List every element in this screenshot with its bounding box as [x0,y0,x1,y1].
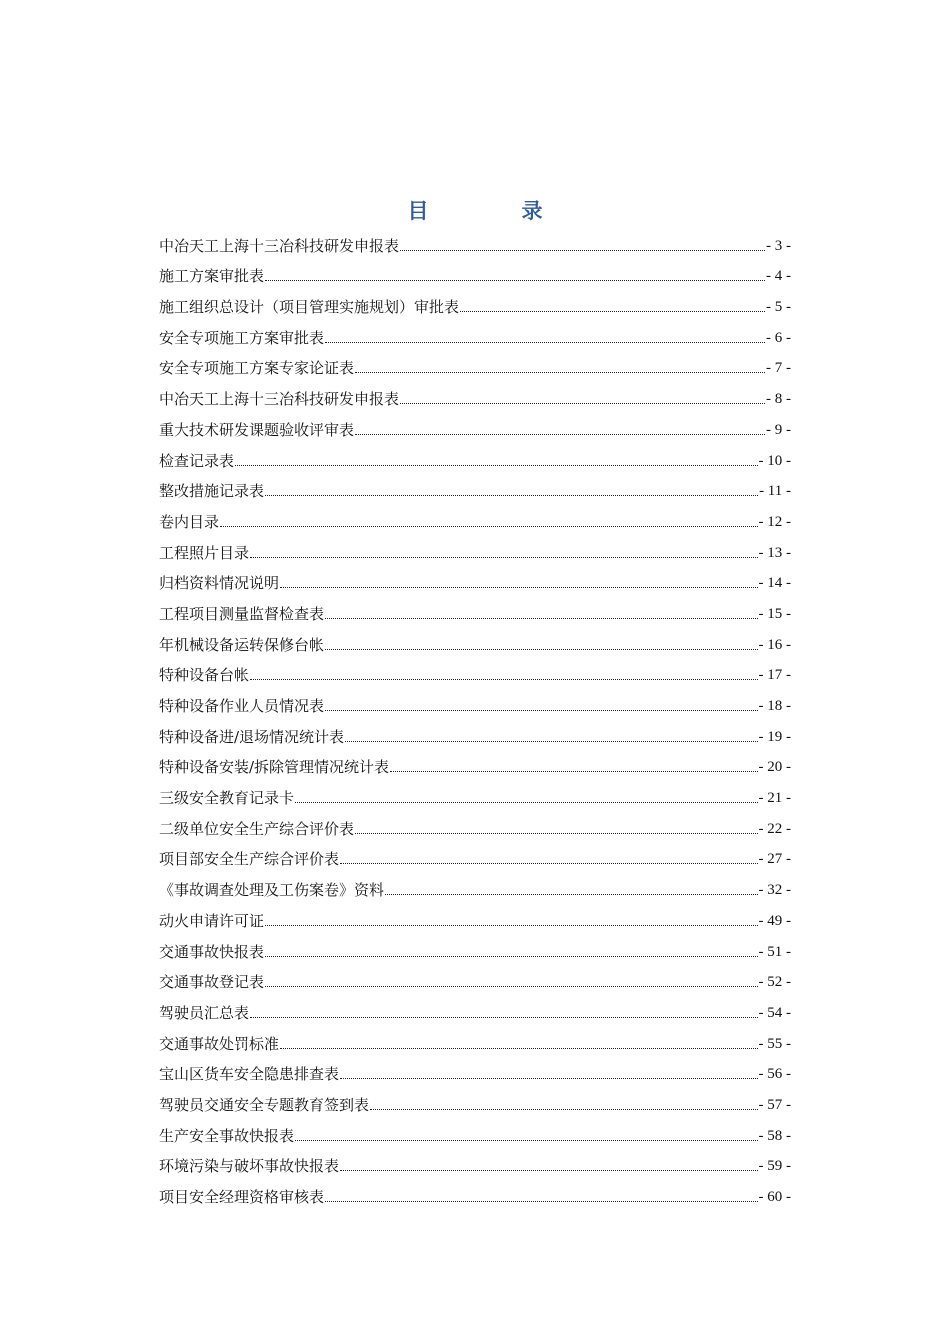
toc-page-number[interactable]: - 27 - [758,851,791,868]
toc-entry[interactable] [159,470,791,501]
dot-leader [265,925,757,926]
toc-entry[interactable] [159,1175,791,1206]
toc-page-number[interactable]: - 7 - [766,360,791,377]
toc-page-number[interactable]: - 22 - [758,820,791,837]
toc-page-number[interactable]: - 32 - [758,882,791,899]
toc-entry-title[interactable]: 安全专项施工方案审批表 [159,328,325,347]
toc-entry[interactable] [159,1053,791,1084]
dot-leader [355,833,757,834]
toc-entry[interactable] [159,285,791,316]
toc-page-number[interactable]: - 4 - [766,268,791,285]
toc-entry[interactable] [159,316,791,347]
toc-entry-title[interactable]: 三级安全教育记录卡 [159,789,295,808]
toc-page-number[interactable]: - 51 - [758,943,791,960]
dot-leader [345,741,757,742]
toc-entry-title[interactable]: 特种设备台帐 [159,666,250,685]
toc-entry[interactable] [159,1083,791,1114]
toc-page-number[interactable]: - 59 - [758,1158,791,1175]
toc-page-number[interactable]: - 57 - [758,1096,791,1113]
dot-leader [295,802,757,803]
dot-leader [325,342,765,343]
toc-entry-title[interactable]: 驾驶员汇总表 [159,1003,250,1022]
dot-leader [390,771,757,772]
dot-leader [265,986,757,987]
toc-list [159,224,791,1206]
toc-entry-title[interactable]: 年机械设备运转保修台帐 [159,635,325,654]
toc-entry[interactable] [159,377,791,408]
toc-entry-title[interactable]: 二级单位安全生产综合评价表 [159,819,355,838]
toc-page-number[interactable]: - 60 - [758,1189,791,1205]
toc-page-number[interactable]: - 58 - [758,1127,791,1144]
dot-leader [460,311,765,312]
toc-entry[interactable] [159,715,791,746]
toc-title: 目 录 [407,199,579,223]
toc-entry[interactable] [159,654,791,685]
dot-leader [340,1078,757,1079]
toc-page-number[interactable]: - 56 - [758,1066,791,1083]
dot-leader [220,526,757,527]
toc-entry-title[interactable]: 生产安全事故快报表 [159,1126,295,1145]
toc-entry[interactable] [159,592,791,623]
toc-page-number[interactable]: - 3 - [766,237,791,254]
dot-leader [250,557,757,558]
toc-entry-title[interactable]: 交通事故处罚标准 [159,1034,280,1053]
dot-leader [325,618,757,619]
toc-entry-title[interactable]: 动火申请许可证 [159,911,265,930]
toc-entry-title[interactable]: 驾驶员交通安全专题教育签到表 [159,1095,370,1114]
toc-entry[interactable] [159,991,791,1022]
toc-entry-title[interactable]: 特种设备安装/拆除管理情况统计表 [159,758,390,777]
toc-entry-title[interactable]: 施工方案审批表 [159,267,265,286]
toc-page-number[interactable]: - 19 - [758,728,791,745]
toc-entry[interactable] [159,224,791,255]
dot-leader [280,587,757,588]
toc-page-number[interactable]: - 17 - [758,667,791,684]
toc-entry[interactable] [159,868,791,899]
dot-leader [355,372,765,373]
dot-leader [340,1170,757,1171]
toc-entry-title[interactable]: 检查记录表 [159,451,235,470]
toc-page-number[interactable]: - 12 - [758,513,791,530]
toc-entry[interactable] [159,838,791,869]
dot-leader [280,1048,757,1049]
toc-entry-title[interactable]: 项目部安全生产综合评价表 [159,850,340,869]
dot-leader [250,1017,757,1018]
toc-entry-title[interactable]: 重大技术研发课题验收评审表 [159,420,355,439]
toc-entry[interactable] [159,930,791,961]
dot-leader [340,863,757,864]
toc-entry[interactable] [159,684,791,715]
toc-entry-title[interactable]: 工程项目测量监督检查表 [159,604,325,623]
toc-entry-title[interactable]: 中冶天工上海十三冶科技研发申报表 [159,390,400,409]
toc-page-number[interactable]: - 18 - [758,698,791,714]
dot-leader [355,434,765,435]
toc-entry-title[interactable]: 特种设备作业人员情况表 [159,697,325,715]
dot-leader [400,403,765,404]
toc-entry-title[interactable]: 整改措施记录表 [159,482,265,501]
toc-entry[interactable] [159,347,791,378]
dot-leader [325,1201,757,1202]
toc-page-number[interactable]: - 21 - [758,790,791,807]
dot-leader [265,495,758,496]
dot-leader [250,679,757,680]
toc-entry[interactable] [159,899,791,930]
toc-entry[interactable] [159,961,791,992]
toc-entry[interactable] [159,255,791,286]
toc-page-number[interactable]: - 11 - [759,483,791,500]
toc-page-number[interactable]: - 9 - [766,421,791,438]
toc-entry-title[interactable]: 《事故调查处理及工伤案卷》资料 [159,881,385,900]
toc-entry[interactable] [159,807,791,838]
toc-entry[interactable] [159,500,791,531]
dot-leader [370,1109,757,1110]
toc-page-number[interactable]: - 16 - [758,636,791,653]
toc-page-number[interactable]: - 49 - [758,912,791,929]
toc-entry-title[interactable]: 特种设备进/退场情况统计表 [159,727,345,746]
toc-page-number[interactable]: - 55 - [758,1035,791,1052]
toc-page-number[interactable]: - 20 - [758,759,791,776]
toc-entry[interactable] [159,623,791,654]
toc-entry-title[interactable]: 环境污染与破坏事故快报表 [159,1157,340,1176]
dot-leader [265,956,757,957]
toc-entry-title[interactable]: 宝山区货车安全隐患排查表 [159,1065,340,1084]
toc-page-number[interactable]: - 13 - [758,544,791,561]
toc-page-number[interactable]: - 14 - [758,575,791,592]
toc-entry-title[interactable]: 安全专项施工方案专家论证表 [159,359,355,378]
toc-entry[interactable] [159,1022,791,1053]
toc-page-number[interactable]: - 6 - [766,329,791,346]
toc-page-number[interactable]: - 8 - [766,391,791,408]
dot-leader [400,250,765,251]
toc-entry[interactable] [159,1114,791,1145]
toc-page-number[interactable]: - 5 - [766,299,791,316]
toc-entry-title[interactable]: 中冶天工上海十三冶科技研发申报表 [159,236,400,255]
toc-entry[interactable] [159,776,791,807]
toc-entry[interactable] [159,439,791,470]
toc-page-number[interactable]: - 54 - [758,1004,791,1021]
toc-page-number[interactable]: - 15 - [758,605,791,622]
toc-page-number[interactable]: - 10 - [758,452,791,469]
toc-entry-title[interactable]: 工程照片目录 [159,543,250,562]
toc-entry-title[interactable]: 交通事故快报表 [159,942,265,961]
dot-leader [235,465,757,466]
toc-entry-title[interactable]: 项目安全经理资格审核表 [159,1188,325,1206]
toc-entry[interactable] [159,746,791,777]
toc-entry[interactable] [159,562,791,593]
toc-entry-title[interactable]: 归档资料情况说明 [159,574,280,593]
toc-entry-title[interactable]: 施工组织总设计（项目管理实施规划）审批表 [159,298,460,317]
toc-entry[interactable] [159,408,791,439]
dot-leader [385,894,757,895]
toc-entry-title[interactable]: 交通事故登记表 [159,973,265,992]
toc-entry[interactable] [159,531,791,562]
dot-leader [325,710,757,711]
dot-leader [325,649,757,650]
dot-leader [295,1140,757,1141]
toc-page-number[interactable]: - 52 - [758,974,791,991]
dot-leader [265,280,765,281]
toc-entry[interactable] [159,1145,791,1176]
toc-entry-title[interactable]: 卷内目录 [159,512,220,531]
